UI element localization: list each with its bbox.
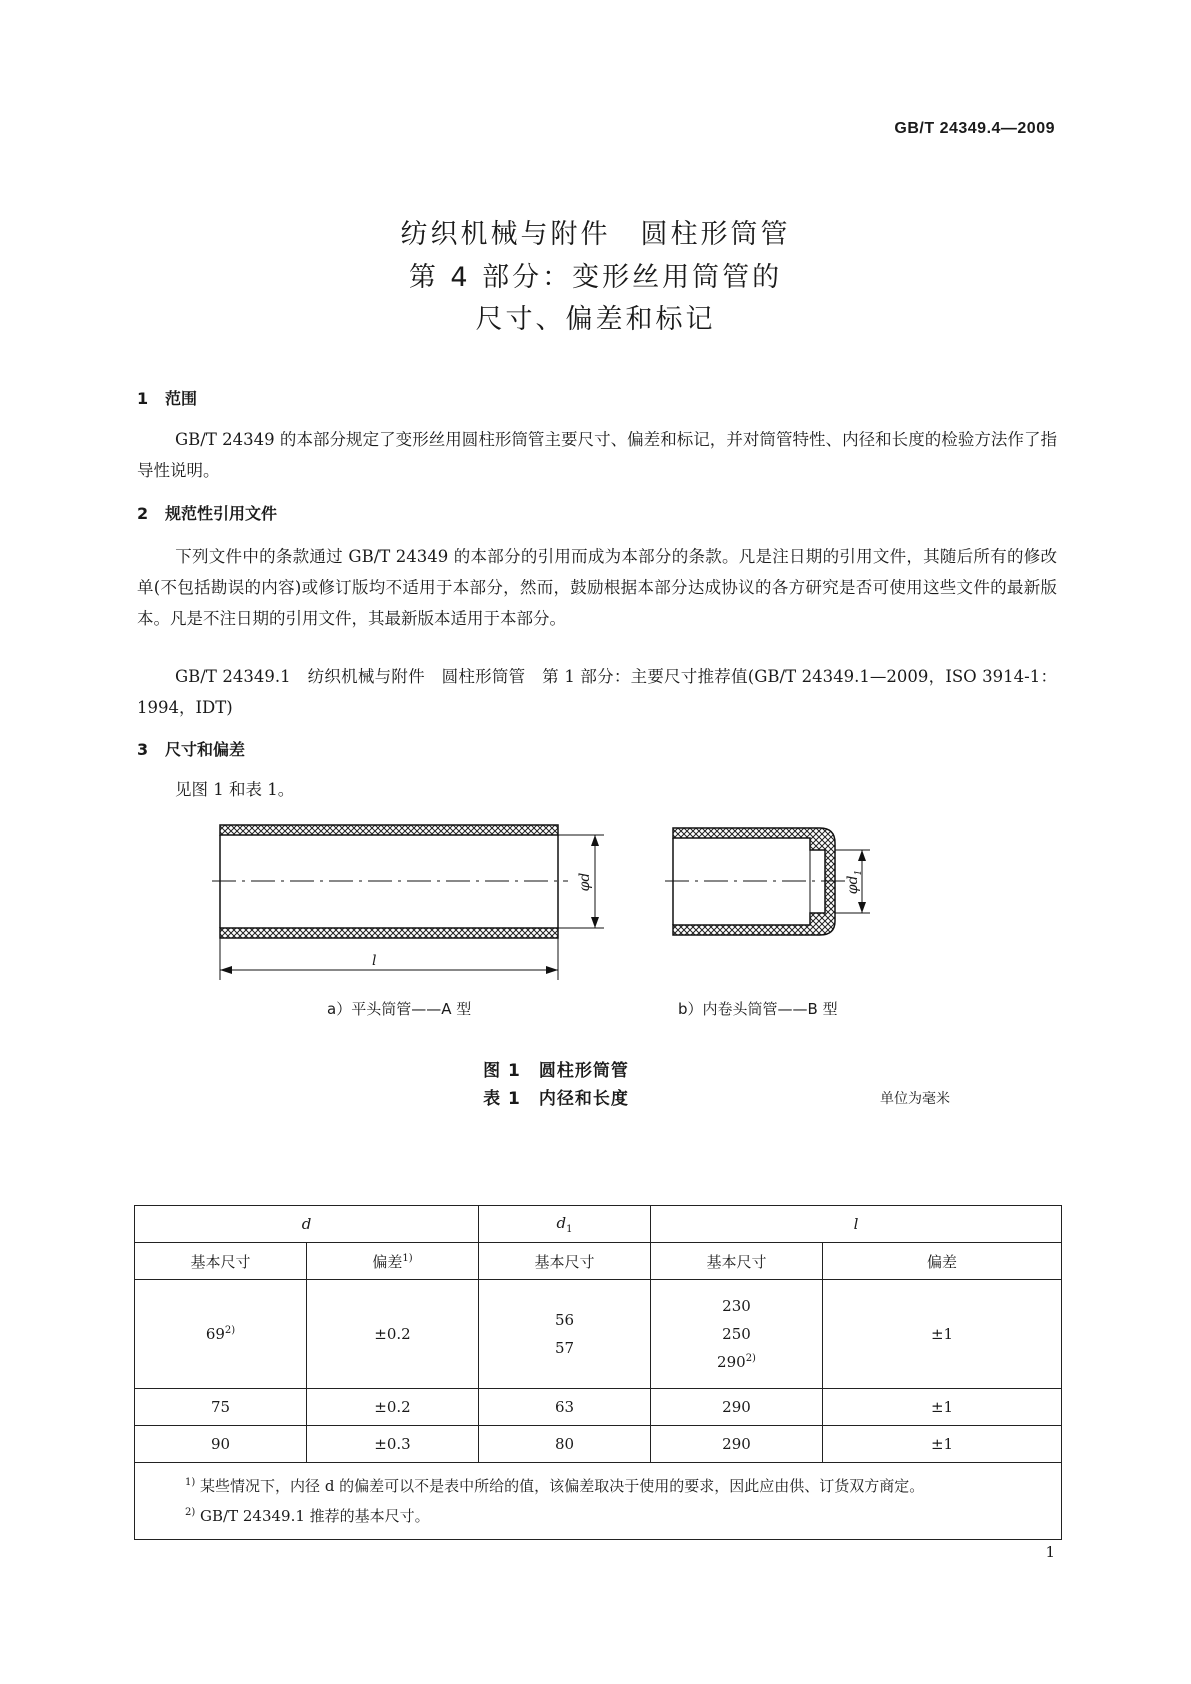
document-title-line-3: 尺寸、偏差和标记 [475, 304, 716, 335]
header-d: d [135, 1206, 479, 1243]
cell-l-basic: 290 [651, 1389, 823, 1426]
reference-item: GB/T 24349.1 纺织机械与附件 圆柱形筒管 第 1 部分：主要尺寸推荐值(GB/T 24349.1—2009，ISO 3914-1：1994，IDT) [137, 667, 1057, 717]
cell-d1-basic: 63 [479, 1389, 651, 1426]
header-l-tolerance: 偏差 [823, 1243, 1062, 1280]
table-row [135, 1389, 1062, 1426]
section-number: 2 [137, 504, 149, 523]
normative-references-paragraph: 下列文件中的条款通过 GB/T 24349 的本部分的引用而成为本部分的条款。凡是注日期的引用文件，其随后所有的修改单(不包括勘误的内容)或修订版均不适用于本部分，然而，鼓励根据本部分达成协议的各方研究是否可使用这些文件的最新版本。凡是不注日期的引用文件，其最新版本适用于本部分。 [137, 547, 1057, 628]
cell-l-tolerance: ±1 [823, 1426, 1062, 1463]
section-title: 规范性引用文件 [165, 504, 278, 523]
section-number: 3 [137, 740, 149, 759]
cell-l-tolerance: ±1 [823, 1389, 1062, 1426]
table-note: $^{2)}$ GB/T 24349.1 推荐的基本尺寸。 [185, 1507, 430, 1525]
section-number: 1 [137, 389, 149, 408]
table-note: $^{1)}$ 某些情况下，内径 d 的偏差可以不是表中所给的值，该偏差取决于使用的要求，因此应由供、订货双方商定。 [185, 1477, 925, 1495]
cell-d-tolerance: ±0.2 [307, 1389, 479, 1426]
table-unit: 单位为毫米 [880, 1091, 950, 1107]
header-d1-basic: 基本尺寸 [479, 1243, 651, 1280]
cell-l-basic: 230 250 290$^{2)}$ [651, 1280, 823, 1389]
cell-l-tolerance: ±1 [823, 1280, 1062, 1389]
header-d-basic: 基本尺寸 [135, 1243, 307, 1280]
subfigure-caption-b: b）内卷头筒管——B 型 [678, 1000, 838, 1018]
tube-type-a [212, 825, 604, 980]
dimensions-table [134, 1205, 1062, 1540]
table-caption: 表 1 内径和长度 [483, 1089, 629, 1109]
header-l-basic: 基本尺寸 [651, 1243, 823, 1280]
see-figure-text: 见图 1 和表 1。 [175, 780, 295, 799]
header-d1: $d_1$ [479, 1206, 651, 1243]
cell-l-basic: 290 [651, 1426, 823, 1463]
cell-d1-basic: 56 57 [479, 1280, 651, 1389]
document-title-line-1: 纺织机械与附件 圆柱形筒管 [400, 219, 791, 250]
cell-d-tolerance: ±0.2 [307, 1280, 479, 1389]
dimension-label-d1: $\varphi d_1$ [845, 869, 864, 895]
cell-d-basic: 75 [135, 1389, 307, 1426]
table-row [135, 1280, 1062, 1389]
figure-caption: 图 1 圆柱形筒管 [483, 1061, 629, 1081]
header-d-tolerance: 偏差$^{1)}$ [307, 1243, 479, 1280]
dimension-label-d: φd [577, 872, 593, 892]
table-notes [135, 1463, 1062, 1540]
subfigure-caption-a: a）平头筒管——A 型 [327, 1000, 472, 1018]
table-notes-row [135, 1463, 1062, 1540]
page-number: 1 [1045, 1543, 1055, 1561]
cell-d-tolerance: ±0.3 [307, 1426, 479, 1463]
table-group-header-row [135, 1206, 1062, 1243]
table-row [135, 1426, 1062, 1463]
section-title: 范围 [165, 389, 198, 408]
header-l: l [651, 1206, 1062, 1243]
standard-code: GB/T 24349.4—2009 [894, 120, 1055, 137]
cell-d1-basic: 80 [479, 1426, 651, 1463]
section-title: 尺寸和偏差 [165, 740, 246, 759]
cell-d-basic: 69$^{2)}$ [135, 1280, 307, 1389]
cell-d-basic: 90 [135, 1426, 307, 1463]
scope-paragraph: GB/T 24349 的本部分规定了变形丝用圆柱形筒管主要尺寸、偏差和标记，并对筒管特性、内径和长度的检验方法作了指导性说明。 [137, 430, 1057, 480]
document-title-line-2: 第 4 部分：变形丝用筒管的 [408, 262, 783, 293]
dimension-label-l: l [372, 953, 377, 969]
tube-type-b [665, 828, 870, 935]
table-sub-header-row [135, 1243, 1062, 1280]
